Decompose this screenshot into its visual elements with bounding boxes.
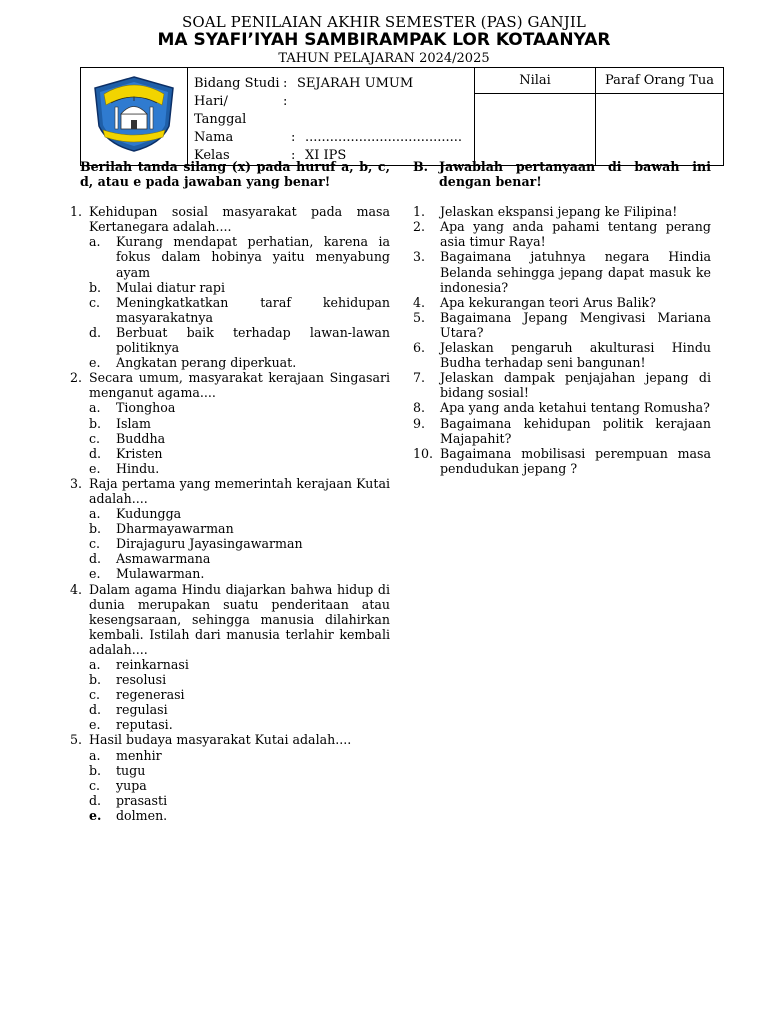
field-hari-tanggal: Hari/ Tanggal : xyxy=(194,94,288,127)
question-text: Apa yang anda ketahui tentang Romusha? xyxy=(440,400,710,416)
question-text: Bagaimana mobilisasi perempuan masa pendudukan jepang ? xyxy=(440,445,711,476)
question-text: Apa yang anda pahami tentang perang asia timur Raya! xyxy=(440,219,711,250)
option-text: dolmen. xyxy=(116,807,168,823)
question-number: 2. xyxy=(70,370,83,386)
essay-question xyxy=(413,340,711,370)
mc-question xyxy=(70,732,390,747)
question-text: Secara umum, masyarakat kerajaan Singasari menganut agama.... xyxy=(89,370,390,401)
option-letter: d. xyxy=(89,445,102,461)
essay-question xyxy=(413,370,711,400)
option-letter: e. xyxy=(89,460,101,476)
field-nama: Nama : ...................................... xyxy=(194,130,463,145)
answer-option[interactable] xyxy=(89,431,390,446)
school-name: MA SYAFI’IYAH SAMBIRAMPAK LOR KOTAANYAR xyxy=(157,30,611,50)
identity-fields xyxy=(188,68,475,166)
question-text: Kehidupan sosial masyarakat pada masa Kertanegara adalah.... xyxy=(89,204,390,235)
option-text: regulasi xyxy=(116,702,168,718)
option-letter: e. xyxy=(89,717,101,733)
section-b-instruction-text: Jawablah pertanyaan di bawah ini dengan benar! xyxy=(439,159,711,190)
answer-option[interactable] xyxy=(89,657,390,672)
bidang-studi-value: SEJARAH UMUM xyxy=(297,76,414,91)
mc-question xyxy=(70,582,390,657)
option-letter: a. xyxy=(89,400,101,416)
answer-option[interactable] xyxy=(89,748,390,763)
question-number: 5. xyxy=(70,732,83,748)
answer-option[interactable] xyxy=(89,234,390,279)
question-number: 5. xyxy=(413,309,426,325)
answer-option[interactable] xyxy=(89,325,390,355)
option-text: regenerasi xyxy=(116,687,185,703)
answer-option[interactable] xyxy=(89,506,390,521)
mc-question xyxy=(70,204,390,234)
question-text: Apa kekurangan teori Arus Balik? xyxy=(440,294,656,310)
essay-question xyxy=(413,400,711,415)
question-number: 9. xyxy=(413,415,426,431)
option-letter: d. xyxy=(89,551,102,567)
answer-option[interactable] xyxy=(89,280,390,295)
option-letter: c. xyxy=(89,777,101,793)
academic-year: TAHUN PELAJARAN 2024/2025 xyxy=(278,51,490,66)
option-letter: e. xyxy=(89,566,101,582)
question-text: Jelaskan pengaruh akulturasi Hindu Budha terhadap seni bangunan! xyxy=(440,340,711,371)
question-number: 2. xyxy=(413,219,426,235)
kelas-value: XI IPS xyxy=(305,148,347,163)
option-letter: d. xyxy=(89,324,102,340)
option-text: tugu xyxy=(116,762,146,778)
option-letter: b. xyxy=(89,279,102,295)
essay-question xyxy=(413,249,711,294)
option-letter: b. xyxy=(89,521,102,537)
answer-option[interactable] xyxy=(89,521,390,536)
essay-question xyxy=(413,446,711,476)
answer-option[interactable] xyxy=(89,551,390,566)
option-letter: a. xyxy=(89,747,101,763)
answer-option[interactable] xyxy=(89,295,390,325)
essay-question xyxy=(413,219,711,249)
option-text: Berbuat baik terhadap lawan-lawan politiknya xyxy=(116,324,390,356)
identity-table xyxy=(80,67,724,166)
option-text: prasasti xyxy=(116,792,168,808)
question-number: 3. xyxy=(70,475,83,491)
essay-question xyxy=(413,295,711,310)
option-letter: d. xyxy=(89,702,102,718)
answer-option[interactable] xyxy=(89,717,390,732)
essay-question xyxy=(413,204,711,219)
answer-option[interactable] xyxy=(89,778,390,793)
question-text: Dalam agama Hindu diajarkan bahwa hidup di dunia merupakan suatu penderitaan atau kesengsaraan, sehingga manusia dilahirkan kembali. Istilah dari manusia terlahir kembali adalah.... xyxy=(89,581,390,657)
option-letter: e. xyxy=(89,807,102,823)
option-text: Islam xyxy=(116,415,151,431)
section-b xyxy=(413,159,711,476)
answer-option[interactable] xyxy=(89,446,390,461)
essay-question-list xyxy=(413,204,711,476)
answer-option[interactable] xyxy=(89,566,390,581)
answer-option[interactable] xyxy=(89,763,390,778)
option-text: Kurang mendapat perhatian, karena ia fokus dalam hobinya yaitu menyabung ayam xyxy=(116,234,390,280)
field-kelas: Kelas : XI IPS xyxy=(194,148,347,163)
option-text: Mulai diatur rapi xyxy=(116,279,225,295)
option-letter: a. xyxy=(89,657,101,672)
question-number: 7. xyxy=(413,370,426,386)
option-text: Buddha xyxy=(116,430,166,446)
option-letter: c. xyxy=(89,687,101,703)
mc-question xyxy=(70,476,390,506)
question-text: Raja pertama yang memerintah kerajaan Kutai adalah.... xyxy=(89,475,390,506)
question-text: Jelaskan dampak penjajahan jepang di bidang sosial! xyxy=(440,370,711,401)
option-letter: a. xyxy=(89,234,101,250)
section-a xyxy=(70,159,390,823)
paraf-header: Paraf Orang Tua xyxy=(596,68,724,94)
question-number: 1. xyxy=(413,204,426,220)
answer-option[interactable] xyxy=(89,793,390,808)
nilai-box xyxy=(475,94,596,166)
option-letter: c. xyxy=(89,536,101,552)
question-text: Bagaimana jatuhnya negara Hindia Belanda sehingga jepang dapat masuk ke indonesia? xyxy=(440,249,711,295)
option-text: Dharmayawarman xyxy=(116,521,234,537)
option-letter: b. xyxy=(89,762,102,778)
option-text: Hindu. xyxy=(116,460,160,476)
section-b-label: B. xyxy=(413,159,429,174)
question-number: 4. xyxy=(413,294,426,310)
answer-option[interactable] xyxy=(89,355,390,370)
option-letter: b. xyxy=(89,672,102,688)
section-b-instruction xyxy=(413,159,711,189)
option-text: Kudungga xyxy=(116,506,182,522)
essay-question xyxy=(413,310,711,340)
option-letter: a. xyxy=(89,506,101,522)
question-number: 8. xyxy=(413,400,426,416)
option-text: Dirajaguru Jayasingawarman xyxy=(116,536,303,552)
section-a-instruction: Berilah tanda silang (x) pada huruf a, b, c, d, atau e pada jawaban yang benar! xyxy=(80,159,390,190)
option-text: reinkarnasi xyxy=(116,657,189,672)
option-text: yupa xyxy=(116,777,147,793)
option-letter: b. xyxy=(89,415,102,431)
option-text: Angkatan perang diperkuat. xyxy=(116,355,297,371)
question-text: Hasil budaya masyarakat Kutai adalah.... xyxy=(89,732,352,748)
answer-option[interactable] xyxy=(89,687,390,702)
kelas-label: Kelas xyxy=(194,148,230,163)
bidang-studi-label: Bidang Studi xyxy=(194,76,280,91)
nilai-header: Nilai xyxy=(475,68,596,94)
question-number: 4. xyxy=(70,581,83,597)
question-number: 1. xyxy=(70,204,83,220)
school-logo-icon xyxy=(89,74,179,154)
mc-question xyxy=(70,370,390,400)
question-text: Bagaimana kehidupan politik kerajaan Majapahit? xyxy=(440,415,711,446)
option-letter: e. xyxy=(89,355,101,371)
nama-value: ...................................... xyxy=(305,130,463,145)
answer-option[interactable] xyxy=(89,536,390,551)
answer-option[interactable] xyxy=(89,416,390,431)
option-letter: c. xyxy=(89,294,101,310)
option-text: menhir xyxy=(116,747,162,763)
field-bidang-studi: Bidang Studi : SEJARAH UMUM xyxy=(194,76,414,91)
answer-option[interactable] xyxy=(89,808,390,823)
option-text: Kristen xyxy=(116,445,163,461)
hari-tanggal-label: Hari/ Tanggal xyxy=(194,94,247,127)
option-text: resolusi xyxy=(116,672,167,688)
option-letter: d. xyxy=(89,792,102,808)
question-text: Jelaskan ekspansi jepang ke Filipina! xyxy=(440,204,678,220)
paraf-box xyxy=(596,94,724,166)
nama-label: Nama xyxy=(194,130,234,145)
question-text: Bagaimana Jepang Mengivasi Mariana Utara? xyxy=(440,309,711,340)
question-number: 10. xyxy=(413,445,434,461)
answer-option[interactable] xyxy=(89,702,390,717)
question-number: 6. xyxy=(413,340,426,356)
exam-title: SOAL PENILAIAN AKHIR SEMESTER (PAS) GANJIL xyxy=(182,13,586,31)
essay-question xyxy=(413,416,711,446)
logo-cell xyxy=(81,68,188,166)
option-letter: c. xyxy=(89,430,101,446)
question-number: 3. xyxy=(413,249,426,265)
answer-option[interactable] xyxy=(89,400,390,415)
option-text: Asmawarmana xyxy=(116,551,211,567)
option-text: Tionghoa xyxy=(116,400,176,416)
option-text: reputasi. xyxy=(116,717,173,733)
answer-option[interactable] xyxy=(89,672,390,687)
option-text: Meningkatkatkan taraf kehidupan masyarakatnya xyxy=(116,294,390,325)
option-text: Mulawarman. xyxy=(116,566,205,582)
multiple-choice-list xyxy=(70,204,390,823)
answer-option[interactable] xyxy=(89,461,390,476)
